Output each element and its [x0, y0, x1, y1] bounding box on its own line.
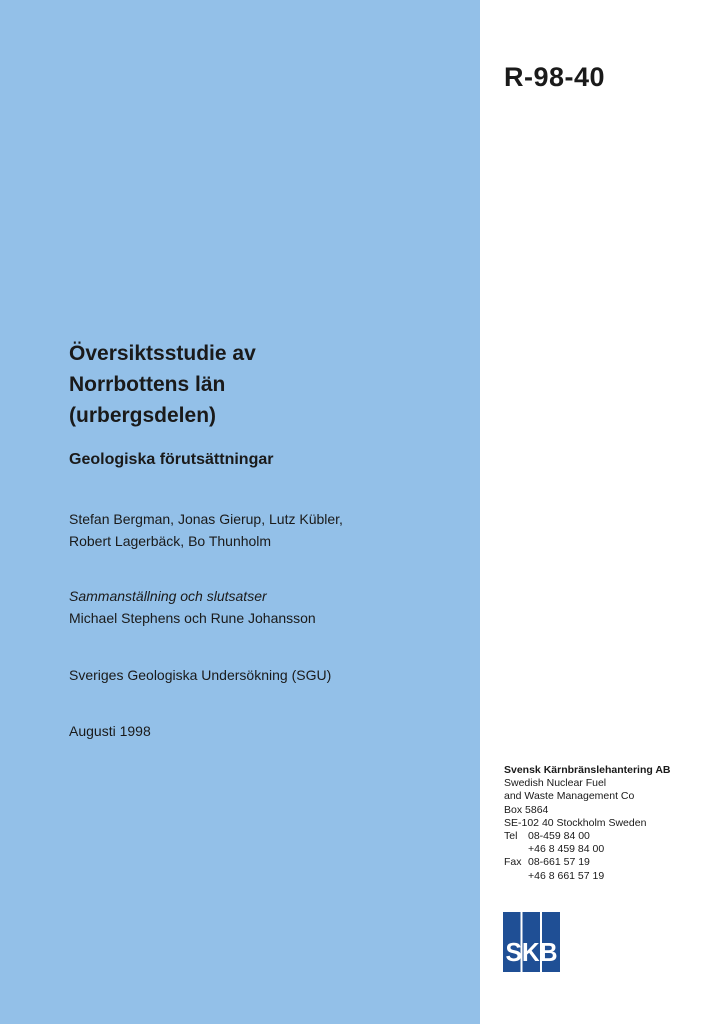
publisher-name: Svensk Kärnbränslehantering AB: [504, 764, 671, 776]
report-subtitle: Geologiska förutsättningar: [69, 451, 274, 468]
phone-label: Tel: [504, 830, 518, 843]
fax-number-intl: +46 8 661 57 19: [528, 869, 605, 882]
authors-line: Robert Lagerbäck, Bo Thunholm: [69, 533, 272, 549]
publisher-info: [504, 764, 714, 883]
skb-logo: [503, 912, 560, 972]
report-number: R-98-40: [504, 62, 606, 92]
publisher-line: SE-102 40 Stockholm Sweden: [504, 816, 647, 829]
phone-row: [504, 830, 714, 843]
fax-number: 08-661 57 19: [528, 856, 590, 869]
fax-row: [504, 856, 714, 869]
fax-row-intl: [504, 870, 714, 883]
authors: [69, 508, 469, 552]
publisher-line: and Waste Management Co: [504, 790, 635, 803]
publisher-line: Swedish Nuclear Fuel: [504, 777, 607, 790]
institution-text: Sveriges Geologiska Undersökning (SGU): [69, 667, 332, 683]
compilation-label: Sammanställning och slutsatser: [69, 588, 267, 604]
title-line: (urbergsdelen): [69, 404, 217, 427]
fax-label: Fax: [504, 856, 522, 869]
report-date: [69, 720, 469, 742]
phone-number: 08-459 84 00: [528, 830, 590, 843]
authors-line: Stefan Bergman, Jonas Gierup, Lutz Kübler,: [69, 511, 343, 527]
logo-lettering: SKB: [505, 937, 558, 967]
phone-row-intl: [504, 843, 714, 856]
title-line: Norrbottens län: [69, 373, 226, 396]
report-title: [69, 338, 449, 431]
publisher-line: Box 5864: [504, 803, 549, 816]
institution: [69, 664, 469, 686]
compilation-block: [69, 585, 469, 629]
phone-number-intl: +46 8 459 84 00: [528, 843, 605, 856]
report-date-text: Augusti 1998: [69, 723, 151, 739]
compilation-authors: Michael Stephens och Rune Johansson: [69, 610, 316, 626]
title-line: Översiktsstudie av: [69, 342, 256, 365]
